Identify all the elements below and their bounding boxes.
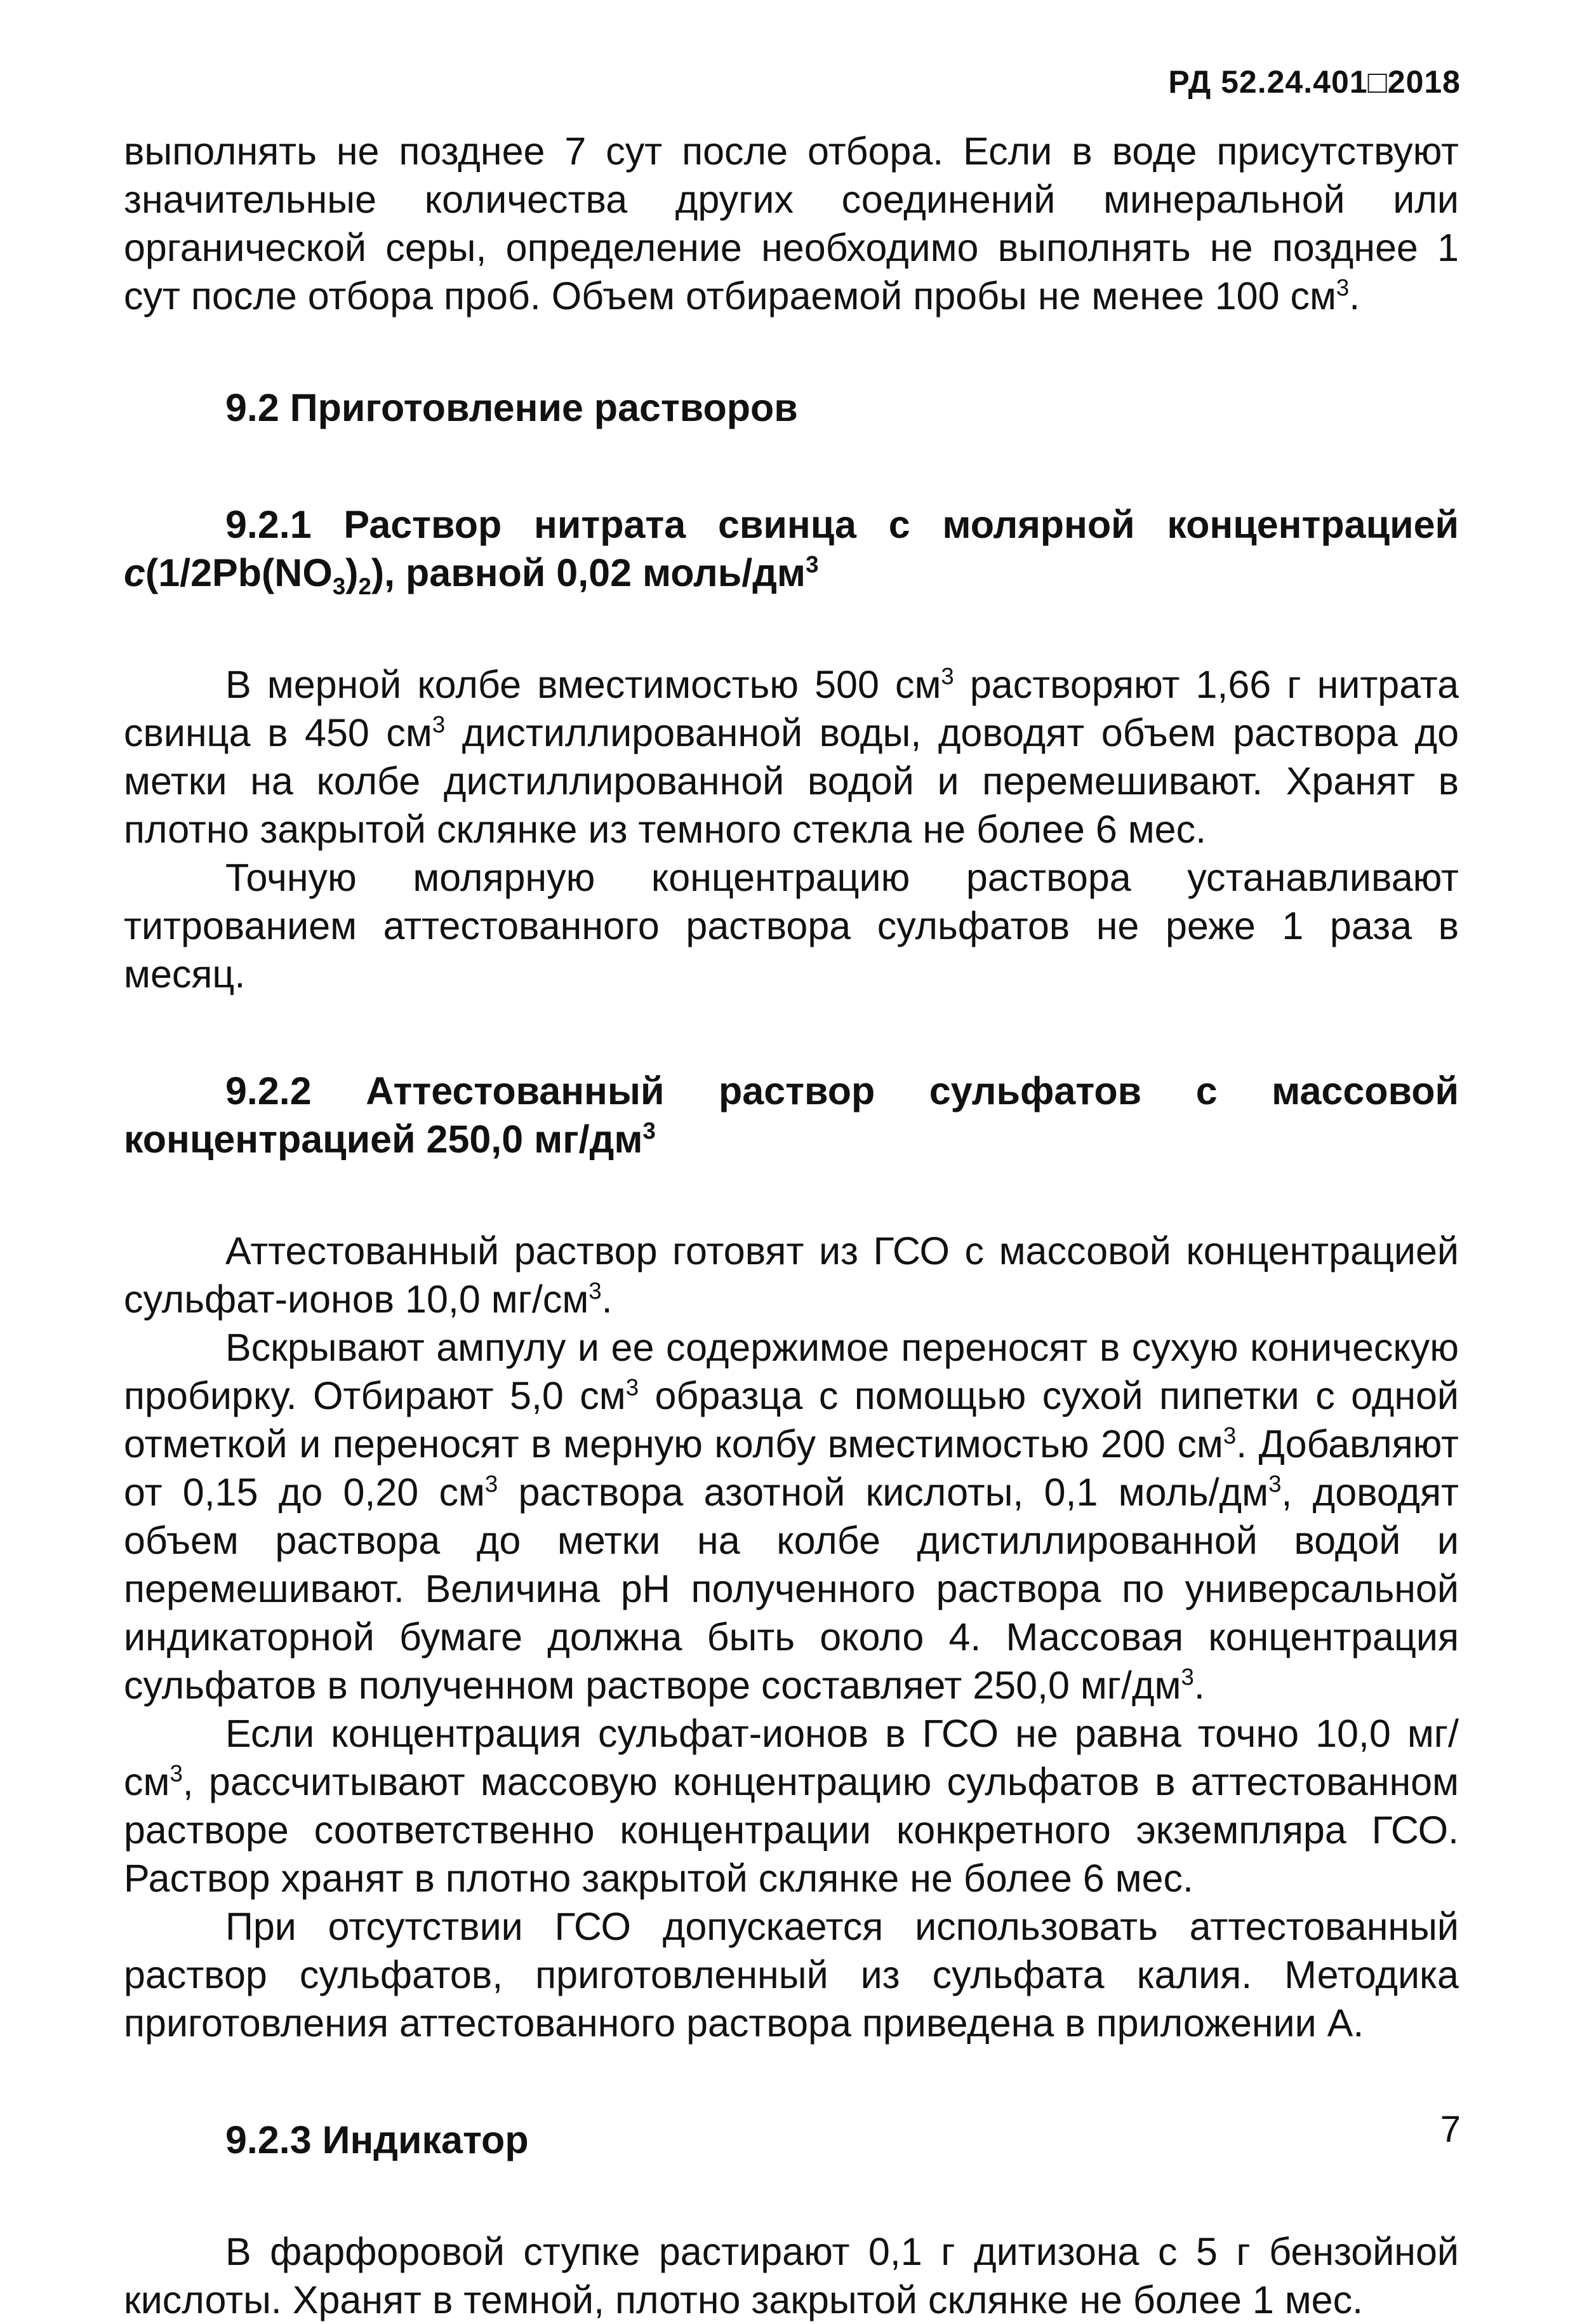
section-9-2-1-paragraph-1: В мерной колбе вместимостью 500 $см^3$ растворяют 1,66 г нитрата свинца в 450 $см^3$ дистиллированной воды, доводят объем раствора до метки на колбе дистиллированной водой и перемешивают. Хранят в плотно закрытой склянке из темного стекла не более 6 мес.	[124, 663, 1459, 851]
continuation-paragraph: выполнять не позднее 7 сут после отбора. Если в воде присутствуют значительные количества других соединений минеральной или органической серы, определение необходимо выполнять не позднее 1 сут после отбора проб. Объем отбираемой пробы не менее 100 $см^3$.	[124, 130, 1459, 317]
section-9-2-3-paragraph-1: В фарфоровой ступке растирают 0,1 г дитизона с 5 г бензойной кислоты. Хранят в темной, плотно закрытой склянке не более 1 мес.	[124, 2230, 1459, 2321]
section-9-2-2-paragraph-1: Аттестованный раствор готовят из ГСО с массовой концентрацией сульфат-ионов 10,0 $мг/см^3$.	[124, 1229, 1459, 1321]
section-9-2-heading: 9.2 Приготовление растворов	[225, 386, 798, 429]
section-9-2-1-heading: 9.2.1 Раствор нитрата свинца с молярной концентрацией $с(1/2Pb(NO_3)_2)$, равной 0,02 моль/$дм^3$	[124, 503, 1459, 600]
section-9-2-2-heading: 9.2.2 Аттестованный раствор сульфатов с массовой концентрацией 250,0 $мг/дм^3$	[124, 1069, 1459, 1161]
page-content	[124, 127, 1459, 2324]
section-9-2-1-paragraph-2: Точную молярную концентрацию раствора устанавливают титрованием аттестованного раствора сульфатов не реже 1 раза в месяц.	[124, 856, 1459, 996]
section-9-2-2-paragraph-4: При отсутствии ГСО допускается использовать аттестованный раствор сульфатов, приготовленный из сульфата калия. Методика приготовления аттестованного раствора приведена в приложении А.	[124, 1905, 1459, 2045]
section-9-2-2-paragraph-2: Вскрывают ампулу и ее содержимое переносят в сухую коническую пробирку. Отбирают 5,0 $см^3$ образца с помощью сухой пипетки с одной отметкой и переносят в мерную колбу вместимостью 200 $см^3$. Добавляют от 0,15 до 0,20 $см^3$ раствора азотной кислоты, 0,1 моль/$дм^3$, доводят объем раствора до метки на колбе дистиллированной водой и перемешивают. Величина рН полученного раствора по универсальной индикаторной бумаге должна быть около 4. Массовая концентрация сульфатов в полученном растворе составляет 250,0 $мг/дм^3$.	[124, 1326, 1459, 1707]
section-9-2-2-paragraph-3: Если концентрация сульфат-ионов в ГСО не равна точно 10,0 $мг/см^3$, рассчитывают массовую концентрацию сульфатов в аттестованном растворе соответственно концентрации конкретного экземпляра ГСО. Раствор хранят в плотно закрытой склянке не более 6 мес.	[124, 1712, 1459, 1900]
page-number: 7	[1440, 2109, 1461, 2150]
document-code: РД 52.24.401□2018	[1168, 64, 1461, 100]
section-9-2-3-heading: 9.2.3 Индикатор	[225, 2118, 529, 2161]
